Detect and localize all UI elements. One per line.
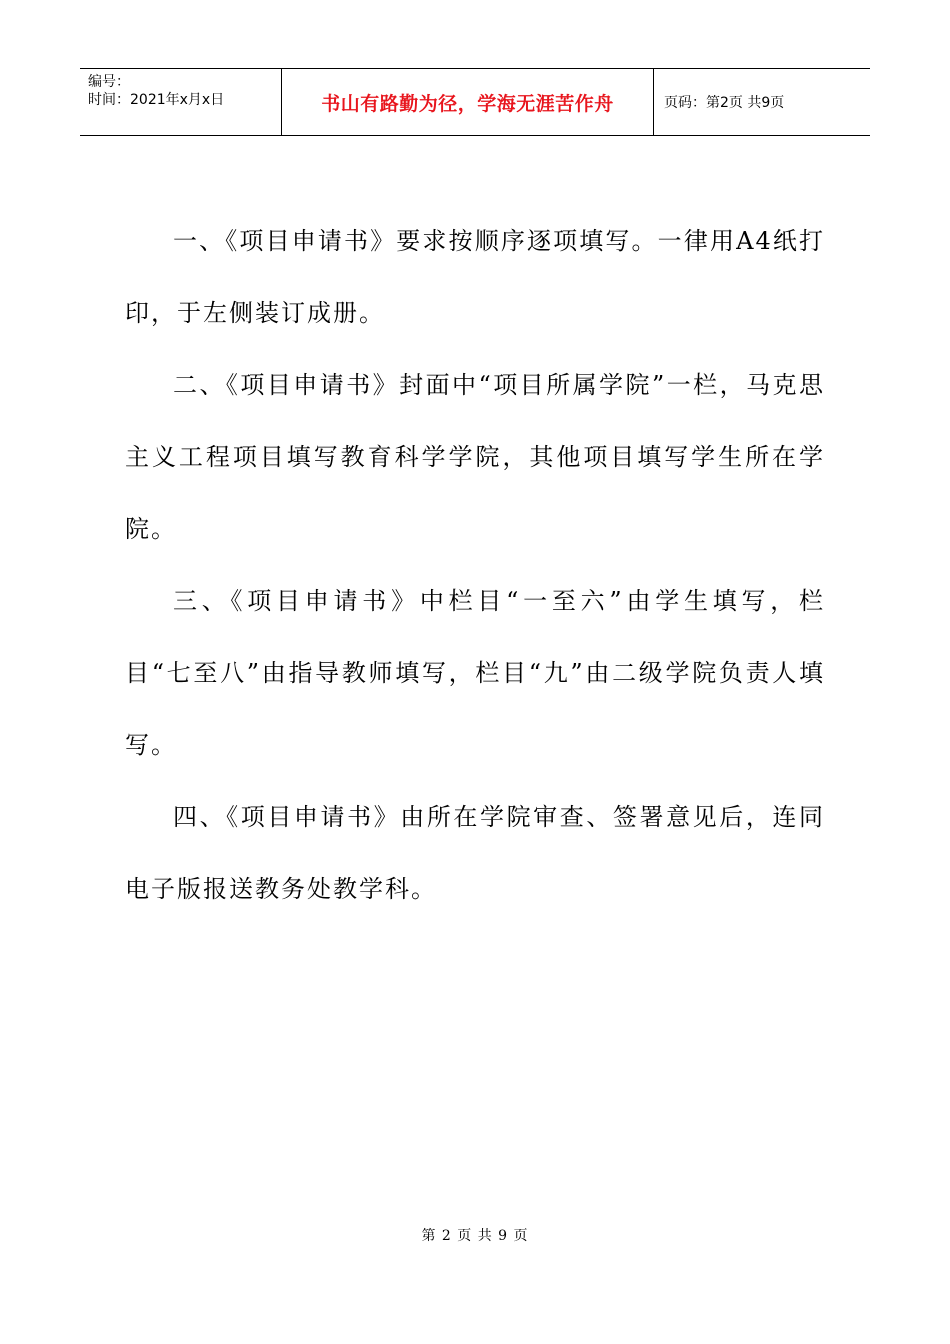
document-time-label: 时间：2021年x月x日 bbox=[88, 92, 225, 108]
document-body bbox=[125, 205, 825, 925]
paragraph-3: 三、《项目申请书》中栏目“一至六”由学生填写，栏目“七至八”由指导教师填写，栏目“九”由二级学院负责人填写。 bbox=[125, 587, 825, 759]
header-meta-cell bbox=[80, 69, 282, 135]
page-footer: 第 2 页 共 9 页 bbox=[421, 1228, 529, 1244]
header-motto: 书山有路勤为径，学海无涯苦作舟 bbox=[282, 69, 654, 135]
document-number-label: 编号： bbox=[88, 74, 130, 90]
paragraph-4: 四、《项目申请书》由所在学院审查、签署意见后，连同电子版报送教务处教学科。 bbox=[125, 803, 825, 903]
paragraph-1: 一、《项目申请书》要求按顺序逐项填写。一律用A4纸打印，于左侧装订成册。 bbox=[125, 227, 825, 327]
header-page-info: 页码：第2页 共9页 bbox=[664, 95, 785, 111]
page-header bbox=[80, 68, 870, 136]
paragraph-2: 二、《项目申请书》封面中“项目所属学院”一栏，马克思主义工程项目填写教育科学学院，其他项目填写学生所在学院。 bbox=[125, 371, 825, 543]
